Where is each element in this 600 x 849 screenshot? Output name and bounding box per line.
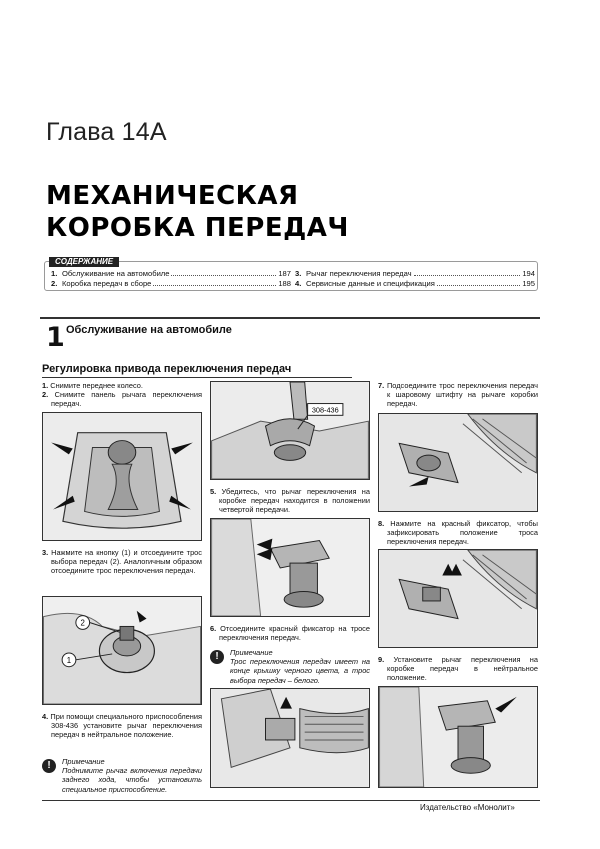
section-rule	[40, 317, 540, 319]
step-7-text	[378, 381, 538, 409]
step-9-text	[378, 655, 538, 683]
toc-item-label: Сервисные данные и спецификация	[306, 279, 435, 288]
toc-item[interactable]	[51, 279, 291, 289]
step-4: 4. При помощи специального приспособления 308-436 установите рычаг переключения передач в нейтральное положение.	[42, 712, 202, 740]
note-text: Трос переключения передач имеет на конце крышку черного цвета, а трос выбора передач – белого.	[230, 657, 370, 685]
toc-item-page: 194	[522, 269, 535, 278]
exclamation-icon: !	[210, 650, 224, 664]
figure-clip-lock	[378, 549, 538, 648]
callout-1: 1	[66, 655, 72, 665]
gear-lever-illustration	[43, 413, 201, 540]
step-7: 7. Подсоедините трос переключения передач к шаровому штифту на рычаге коробки передач.	[378, 381, 538, 409]
toc-item-page: 187	[278, 269, 291, 278]
cable-connector-illustration	[43, 597, 201, 704]
step-1: 1. Снимите переднее колесо.	[42, 381, 143, 390]
toc-leader	[171, 269, 276, 276]
toc-item-number: 1.	[51, 269, 58, 278]
step-4-text	[42, 712, 202, 740]
cable-assembly-illustration	[211, 689, 369, 787]
toc-item[interactable]	[51, 269, 291, 279]
toc-item-number: 2.	[51, 279, 58, 288]
footer-rule	[42, 800, 540, 801]
note-text: Поднимите рычаг включения передачи заднего хода, чтобы установить специальное приспособление.	[62, 766, 202, 794]
step-3: 3. Нажмите на кнопку (1) и отсоедините трос выбора передач (2). Аналогичным образом отсоедините трос переключения передач.	[42, 548, 202, 576]
chapter-title	[46, 180, 349, 244]
tool-label: 308-436	[311, 405, 339, 415]
section-number: 1	[46, 322, 65, 353]
table-of-contents	[44, 257, 538, 291]
exclamation-icon: !	[42, 759, 56, 773]
figure-ball-pin	[378, 413, 538, 512]
publisher: Издательство «Монолит»	[420, 803, 515, 812]
figure-gear-lever-panel	[42, 412, 202, 541]
neutral-position-illustration	[379, 687, 537, 787]
steps-1-2	[42, 381, 202, 409]
toc-item-label: Рычаг переключения передач	[306, 269, 412, 278]
chapter-label: Глава 14А	[46, 118, 167, 146]
toc-item-page: 188	[278, 279, 291, 288]
toc-leader	[414, 269, 521, 276]
toc-left-column	[51, 269, 291, 289]
note-title: Примечание	[62, 757, 105, 766]
subsection-title: Регулировка привода переключения передач	[42, 363, 352, 378]
figure-cable-assembly	[210, 688, 370, 788]
step-6-text	[210, 624, 370, 642]
section-title: Обслуживание на автомобиле	[66, 324, 232, 336]
toc-header: СОДЕРЖАНИЕ	[49, 257, 119, 267]
step-5-text	[210, 487, 370, 515]
step-8-text	[378, 519, 538, 547]
step-5: 5. Убедитесь, что рычаг переключения на коробке передач находится в положении четвертой передачи.	[210, 487, 370, 515]
toc-leader	[437, 279, 521, 286]
step-3-text	[42, 548, 202, 576]
red-clip-illustration	[211, 519, 369, 616]
note-title: Примечание	[230, 648, 273, 657]
toc-item-label: Коробка передач в сборе	[62, 279, 152, 288]
toc-item[interactable]	[295, 279, 535, 289]
special-tool-illustration	[211, 382, 369, 479]
toc-leader	[153, 279, 276, 286]
step-2: 2. Снимите панель рычага переключения передач.	[42, 390, 203, 409]
note-2	[210, 648, 370, 685]
title-line-1: МЕХАНИЧЕСКАЯ	[46, 181, 299, 211]
title-line-2: КОРОБКА ПЕРЕДАЧ	[46, 213, 349, 243]
toc-item-label: Обслуживание на автомобиле	[62, 269, 170, 278]
figure-red-clip	[210, 518, 370, 617]
note-1	[42, 757, 202, 794]
clip-lock-illustration	[379, 550, 537, 647]
toc-item-number: 3.	[295, 269, 302, 278]
toc-item-page: 195	[522, 279, 535, 288]
step-6: 6. Отсоедините красный фиксатор на тросе переключения передач.	[210, 624, 370, 643]
toc-item[interactable]	[295, 269, 535, 279]
step-8: 8. Нажмите на красный фиксатор, чтобы зафиксировать положение троса переключения передач.	[378, 519, 538, 547]
callout-2: 2	[80, 618, 85, 628]
ball-pin-illustration	[379, 414, 537, 511]
step-9: 9. Установите рычаг переключения на коробке передач в нейтральное положение.	[378, 655, 538, 683]
figure-cable-connectors	[42, 596, 202, 705]
toc-item-number: 4.	[295, 279, 302, 288]
figure-neutral-position	[378, 686, 538, 788]
toc-right-column	[295, 269, 535, 289]
figure-special-tool	[210, 381, 370, 480]
